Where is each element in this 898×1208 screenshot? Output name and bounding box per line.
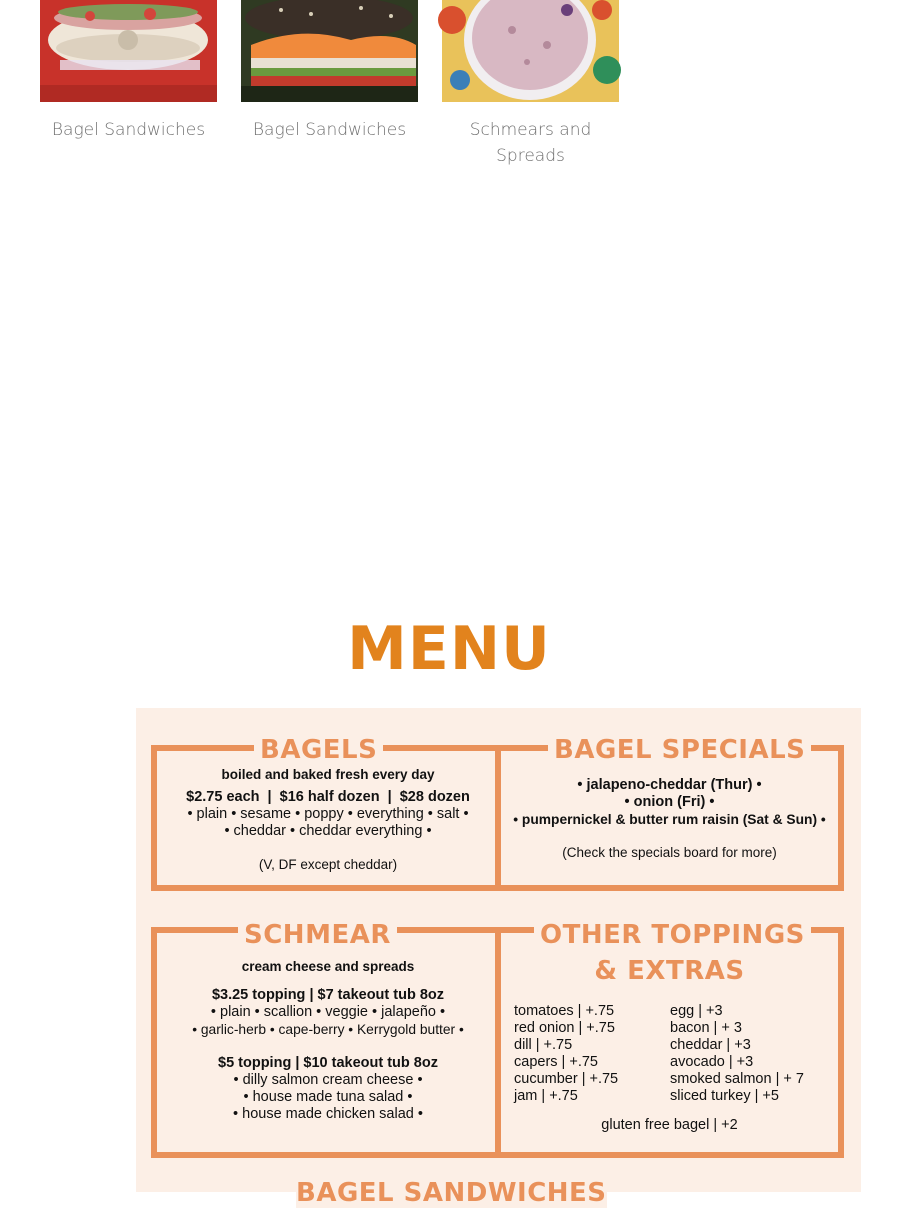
bagels-note: (V, DF except cheddar) bbox=[258, 857, 398, 872]
specials-line-1: • jalapeno-cheddar (Thur) • bbox=[577, 777, 762, 793]
menu-board-image bbox=[136, 708, 861, 1208]
bagel-sandwich-photo[interactable] bbox=[40, 0, 217, 102]
schmear-flavors-1: • plain • scallion • veggie • jalapeño • bbox=[210, 1004, 446, 1020]
bagels-prices: $2.75 each | $16 half dozen | $28 dozen bbox=[186, 789, 470, 805]
toppings-title-1: OTHER TOPPINGS bbox=[534, 920, 811, 950]
list-item: sliced turkey | +5 bbox=[670, 1088, 779, 1104]
lox-bagel-photo[interactable] bbox=[241, 0, 418, 102]
schmear-tub-photo[interactable] bbox=[442, 0, 619, 102]
specials-line-2: • onion (Fri) • bbox=[624, 794, 715, 810]
list-item: cucumber | +.75 bbox=[514, 1071, 619, 1087]
gallery-caption[interactable]: Bagel Sandwiches bbox=[252, 120, 407, 140]
bagels-subtitle: boiled and baked fresh every day bbox=[221, 767, 435, 782]
schmear-subtitle: cream cheese and spreads bbox=[241, 959, 415, 974]
list-item: avocado | +3 bbox=[670, 1054, 754, 1070]
gallery-item-lox-bagel[interactable] bbox=[241, 0, 418, 143]
gallery-item-schmears[interactable] bbox=[442, 0, 619, 169]
list-item: bacon | + 3 bbox=[670, 1020, 742, 1036]
list-item: tomatoes | +.75 bbox=[514, 1003, 615, 1019]
bagels-flavors-2: • cheddar • cheddar everything • bbox=[224, 823, 432, 839]
schmear-price-1: $3.25 topping | $7 takeout tub 8oz bbox=[211, 987, 445, 1003]
list-item: dill | +.75 bbox=[514, 1037, 573, 1053]
specials-note: (Check the specials board for more) bbox=[562, 845, 777, 860]
gallery-item-bagel-sandwiches[interactable] bbox=[40, 0, 217, 143]
schmear-premium-1: • dilly salmon cream cheese • bbox=[233, 1072, 423, 1088]
gallery-caption[interactable]: Bagel Sandwiches bbox=[51, 120, 206, 140]
schmear-title: SCHMEAR bbox=[238, 920, 397, 950]
specials-title: BAGEL SPECIALS bbox=[548, 735, 811, 765]
toppings-title-2-text: & EXTRAS bbox=[594, 956, 745, 986]
list-item: capers | +.75 bbox=[514, 1054, 598, 1070]
schmear-premium-3: • house made chicken salad • bbox=[233, 1106, 423, 1122]
bagels-flavors-1: • plain • sesame • poppy • everything • salt • bbox=[187, 806, 469, 822]
specials-line-3: • pumpernickel & butter rum raisin (Sat & Sun) • bbox=[513, 812, 826, 827]
list-item: red onion | +.75 bbox=[514, 1020, 615, 1036]
toppings-footer: gluten free bagel | +2 bbox=[601, 1117, 738, 1133]
list-item: egg | +3 bbox=[670, 1003, 723, 1019]
list-item: smoked salmon | + 7 bbox=[670, 1071, 804, 1087]
gallery-caption[interactable]: Schmears and Spreads bbox=[469, 120, 592, 166]
list-item: jam | +.75 bbox=[514, 1088, 578, 1104]
toppings-title-2 bbox=[498, 956, 841, 986]
schmear-premium-2: • house made tuna salad • bbox=[243, 1089, 413, 1105]
schmear-price-2: $5 topping | $10 takeout tub 8oz bbox=[218, 1055, 438, 1071]
bagel-sandwiches-title: BAGEL SANDWICHES bbox=[296, 1178, 607, 1208]
menu-heading: MENU bbox=[347, 614, 551, 684]
bagels-title: BAGELS bbox=[254, 735, 383, 765]
schmear-flavors-2: • garlic-herb • cape-berry • Kerrygold butter • bbox=[192, 1022, 464, 1037]
list-item: cheddar | +3 bbox=[670, 1037, 751, 1053]
